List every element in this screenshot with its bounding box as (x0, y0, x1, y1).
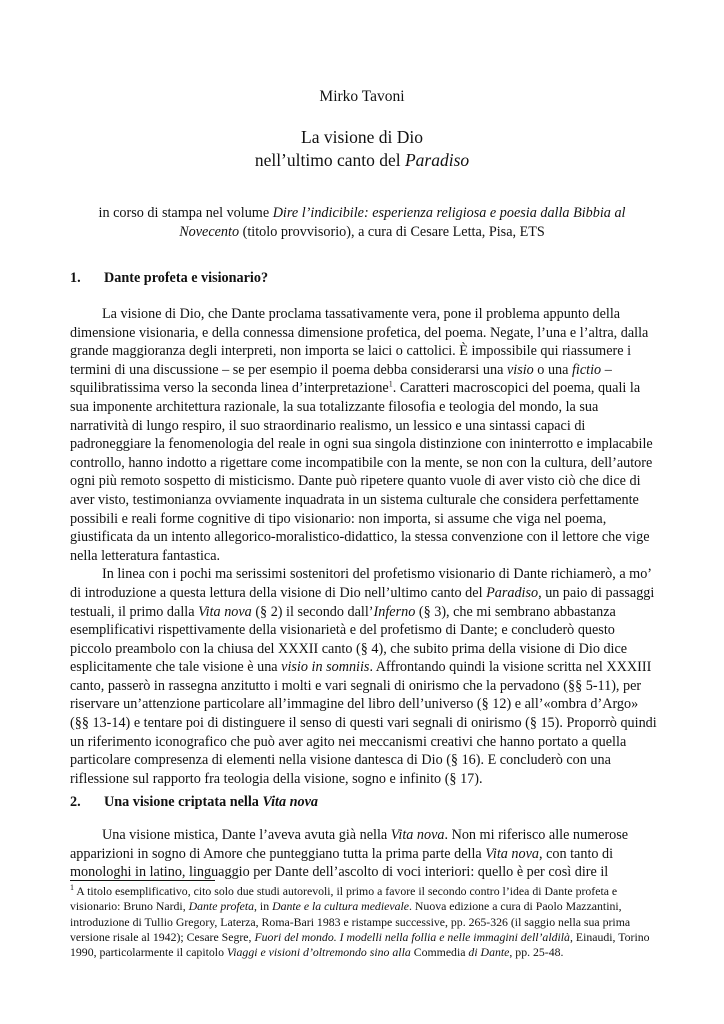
section-title-italic: Vita nova (262, 794, 319, 810)
text-run: , pp. 25-48. (509, 945, 564, 960)
text-run: (§ 3), che mi sembrano abbastanza esemplificativi rispettivamente della visionarietà e del profetismo di Dante; e concluderò questo piccolo preambolo con la chiusa del XXXII canto (§ 4), che subito prima della visione di Dio dice esplicitamente che tale visione è una (70, 603, 628, 676)
text-run: Una visione mistica, Dante l’aveva avuta già nella (102, 827, 391, 843)
text-run: . Nuova edizione a cura di Paolo Mazzantini, introduzione di Tullio Gregory, Laterza, Roma-Bari 1983 e ristampe successive, pp. 265-326 (il saggio nella sua prima versione risale al 1942); Cesare Segre, (70, 899, 631, 944)
italic-run: Viaggi e visioni d’oltremondo sino alla (226, 945, 411, 960)
italic-run: fictio (571, 361, 602, 378)
section-heading-2 (70, 794, 318, 811)
text-run: . Non mi riferisco alle numerose apparizioni in sogno di Amore che punteggiano tutta la prima parte della (70, 827, 629, 862)
section-number: 1. (70, 270, 81, 286)
italic-run: visio in somniis (281, 659, 370, 676)
text-run: . Affrontando quindi la visione scritta nel XXXIII canto, passerò in rassegna anzitutto i molti e vari segnali di onirismo che la pervadono (§§ 5-11), per riservare un’attenzione particolare all’immagine del libro dell’universo (§ 12) e all’«ombra d’Argo» (§§ 13-14) e tentare poi di distinguere il senso di questi vari segnali di onirismo (§ 15). Proporrò quindi un riferimento iconografico che può aver agito nei meccanismi creativi che hanno portato a quella particolare compresenza di elementi nella visione dantesca di Dio (§ 16). E concluderò con una riflessione sul rapporto fra teologia della visione, sogno e infinito (§ 17). (70, 659, 657, 787)
italic-run: Vita nova (485, 845, 539, 862)
italic-run: Fuori del mondo. I modelli nella follia e nelle immagini dell’aldilà (254, 929, 570, 944)
volume-title: Dire l’indicibile: esperienza religiosa e poesia dalla Bibbia al Novecento (179, 205, 626, 240)
text-run: , in (254, 899, 273, 914)
text-run: (§ 2) il secondo dall’ (251, 603, 374, 620)
text-run: La visione di Dio, che Dante proclama tassativamente vera, pone il problema appunto della dimensione visionaria, e della connessa dimensione profetica, del poema. Negate, l’una e l’altra, dalla grande maggioranza degli interpreti, non importa se laici o cattolici. È impossibile qui riassumere i termini di una discussione – se per esempio il poema debba considerarsi una (70, 306, 649, 378)
italic-run: Dante profeta (188, 899, 255, 914)
title-line-1: La visione di Dio (301, 127, 423, 147)
footnote (70, 884, 660, 960)
author-name: Mirko Tavoni (319, 88, 405, 105)
italic-run: Inferno (373, 603, 416, 620)
text-run: , Einaudi, Torino 1990, particolarmente il capitolo (70, 929, 650, 960)
publication-note-text: in corso di stampa nel volume (98, 205, 273, 221)
text-run: – squilibratissima verso la seconda linea d’interpretazione (70, 361, 612, 397)
italic-run: Dante e la cultura medievale (272, 899, 409, 914)
section-title: Una visione criptata nella (104, 794, 263, 810)
title-line-2-text: nell’ultimo canto del (254, 150, 405, 170)
paragraph (70, 305, 660, 565)
section-number: 2. (70, 794, 81, 810)
paper-title (0, 126, 724, 172)
footnote-divider (70, 880, 215, 881)
section-2-body (70, 826, 660, 882)
text-run: o una (533, 361, 572, 378)
footnote-number: 1 (70, 883, 74, 893)
footnote-ref[interactable]: 1 (388, 379, 393, 389)
title-line-2 (0, 149, 724, 172)
text-run: A titolo esemplificativo, cito solo due studi autorevoli, il primo a favore il secondo contro l’idea di Dante profeta e visionario: Bruno Nardi, (70, 884, 618, 914)
text-run: , con tanto di monologhi in latino, linguaggio per Dante dell’ascolto di voci interiori: quello è per così dire il (70, 845, 614, 881)
title-line-2-italic: Paradiso (404, 150, 470, 170)
publication-note-tail: (titolo provvisorio), a cura di Cesare Letta, Pisa, ETS (239, 223, 545, 240)
text-run: , un paio di passaggi testuali, il primo dalla (70, 584, 655, 620)
italic-run: Paradiso (486, 584, 539, 601)
text-run: . Caratteri macroscopici del poema, quali la sua imponente architettura razionale, la sua totalizzante filosofia e teologia del mondo, la sua narratività di lungo respiro, il suo straordinario realismo, un lessico e una sintassi capaci di padroneggiare la fenomenologia del reale in ogni sua singola distinzione con ininterrotto e implacabile controllo, hanno indotto a rigettare come incompatibile con la mente, se non con la cultura, dell’autore ogni più remoto sospetto di misticismo. Dante può ripetere quanto vuole di aver visto ciò che dice di aver visto, testimonianza ovviamente inquadrata in un sistema culturale che considera perfettamente possibili e reali forme cognitive di tipo visionario: non importa, si assume che viga nel poema, giustificata da un intento allegorico-moralistico-didattico, la stessa convenzione con il lettore che vige nella letteratura fantastica. (70, 380, 653, 564)
section-title: Dante profeta e visionario? (104, 270, 269, 286)
publication-note (78, 204, 646, 241)
italic-run: Vita nova (390, 827, 445, 843)
section-1-body (70, 305, 660, 788)
italic-run: di Dante (468, 945, 510, 960)
paragraph (70, 826, 660, 882)
italic-run: visio (506, 361, 534, 378)
paragraph (70, 565, 660, 788)
section-heading-1 (70, 270, 268, 287)
italic-run: Vita nova (198, 603, 252, 620)
text-run: Commedia (410, 945, 469, 960)
text-run: In linea con i pochi ma serissimi sostenitori del profetismo visionario di Dante richiamerò, a mo’ di introduzione a questa lettura della visione di Dio nell’ultimo canto del (70, 566, 651, 601)
